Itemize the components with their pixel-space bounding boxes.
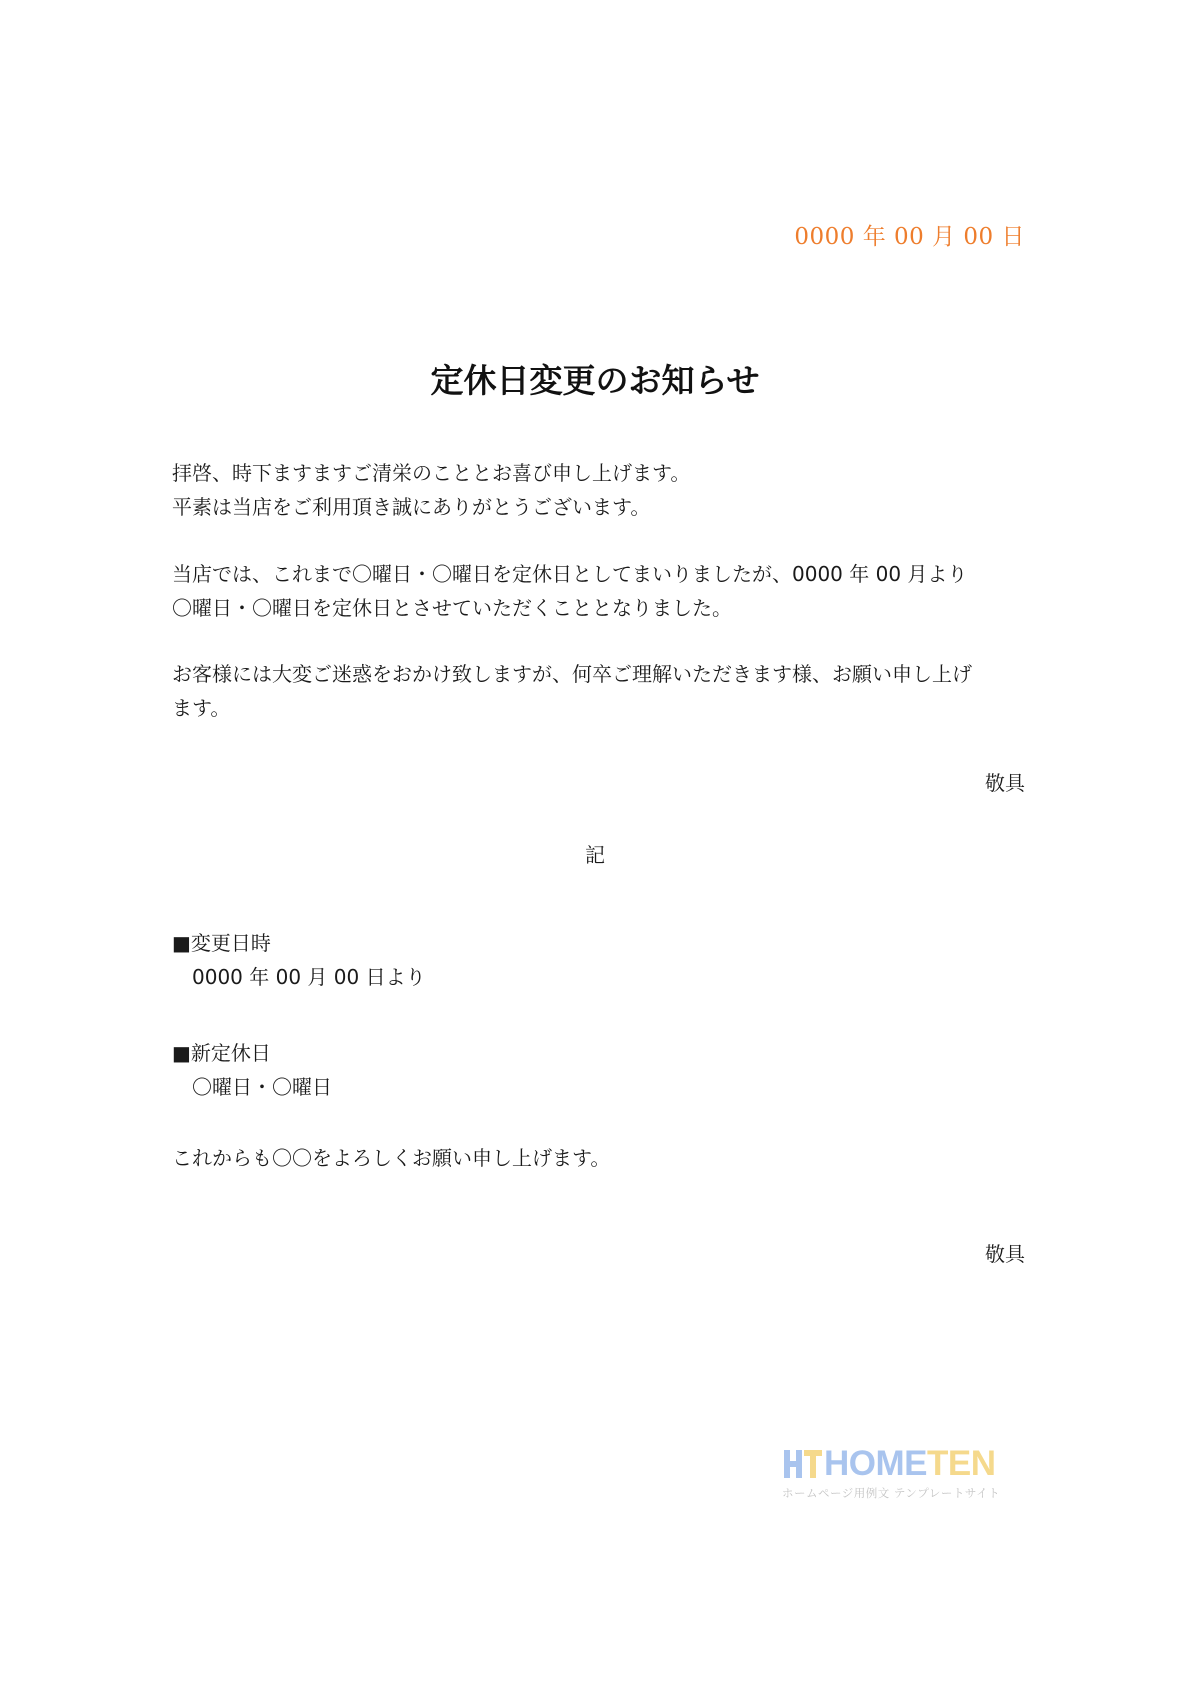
document-date: 0000 年 00 月 00 日 [794, 224, 1025, 250]
final-message: これからも〇〇をよろしくお願い申し上げます。 [172, 1146, 611, 1170]
hometen-logo [782, 1445, 1012, 1505]
logo-ten-text: TEN [927, 1444, 996, 1483]
hometen-logo-mark-icon [782, 1446, 824, 1482]
logo-tagline: ホームページ用例文 テンプレートサイト [782, 1486, 1001, 1500]
ki-heading: 記 [585, 843, 605, 867]
document-title: 定休日変更のお知らせ [430, 361, 760, 400]
closing-keigu-1: 敬具 [985, 771, 1025, 795]
body-paragraph-1-line-1: 当店では、これまで〇曜日・〇曜日を定休日としてまいりましたが、0000 年 00 月より [172, 562, 968, 586]
change-date-value: 0000 年 00 月 00 日より [192, 965, 426, 989]
greeting-line-1: 拝啓、時下ますますご清栄のこととお喜び申し上げます。 [172, 461, 691, 485]
new-holiday-value: 〇曜日・〇曜日 [192, 1075, 332, 1099]
body-paragraph-2-line-2: ます。 [172, 696, 231, 720]
body-paragraph-1-line-2: 〇曜日・〇曜日を定休日とさせていただくこととなりました。 [172, 596, 732, 620]
new-holiday-heading: ■新定休日 [172, 1041, 271, 1065]
closing-keigu-2: 敬具 [985, 1242, 1025, 1266]
greeting-line-2: 平素は当店をご利用頂き誠にありがとうございます。 [172, 495, 651, 519]
change-date-heading: ■変更日時 [172, 931, 271, 955]
logo-home-text: HOME [824, 1444, 927, 1483]
body-paragraph-2-line-1: お客様には大変ご迷惑をおかけ致しますが、何卒ご理解いただきます様、お願い申し上げ [172, 662, 972, 686]
